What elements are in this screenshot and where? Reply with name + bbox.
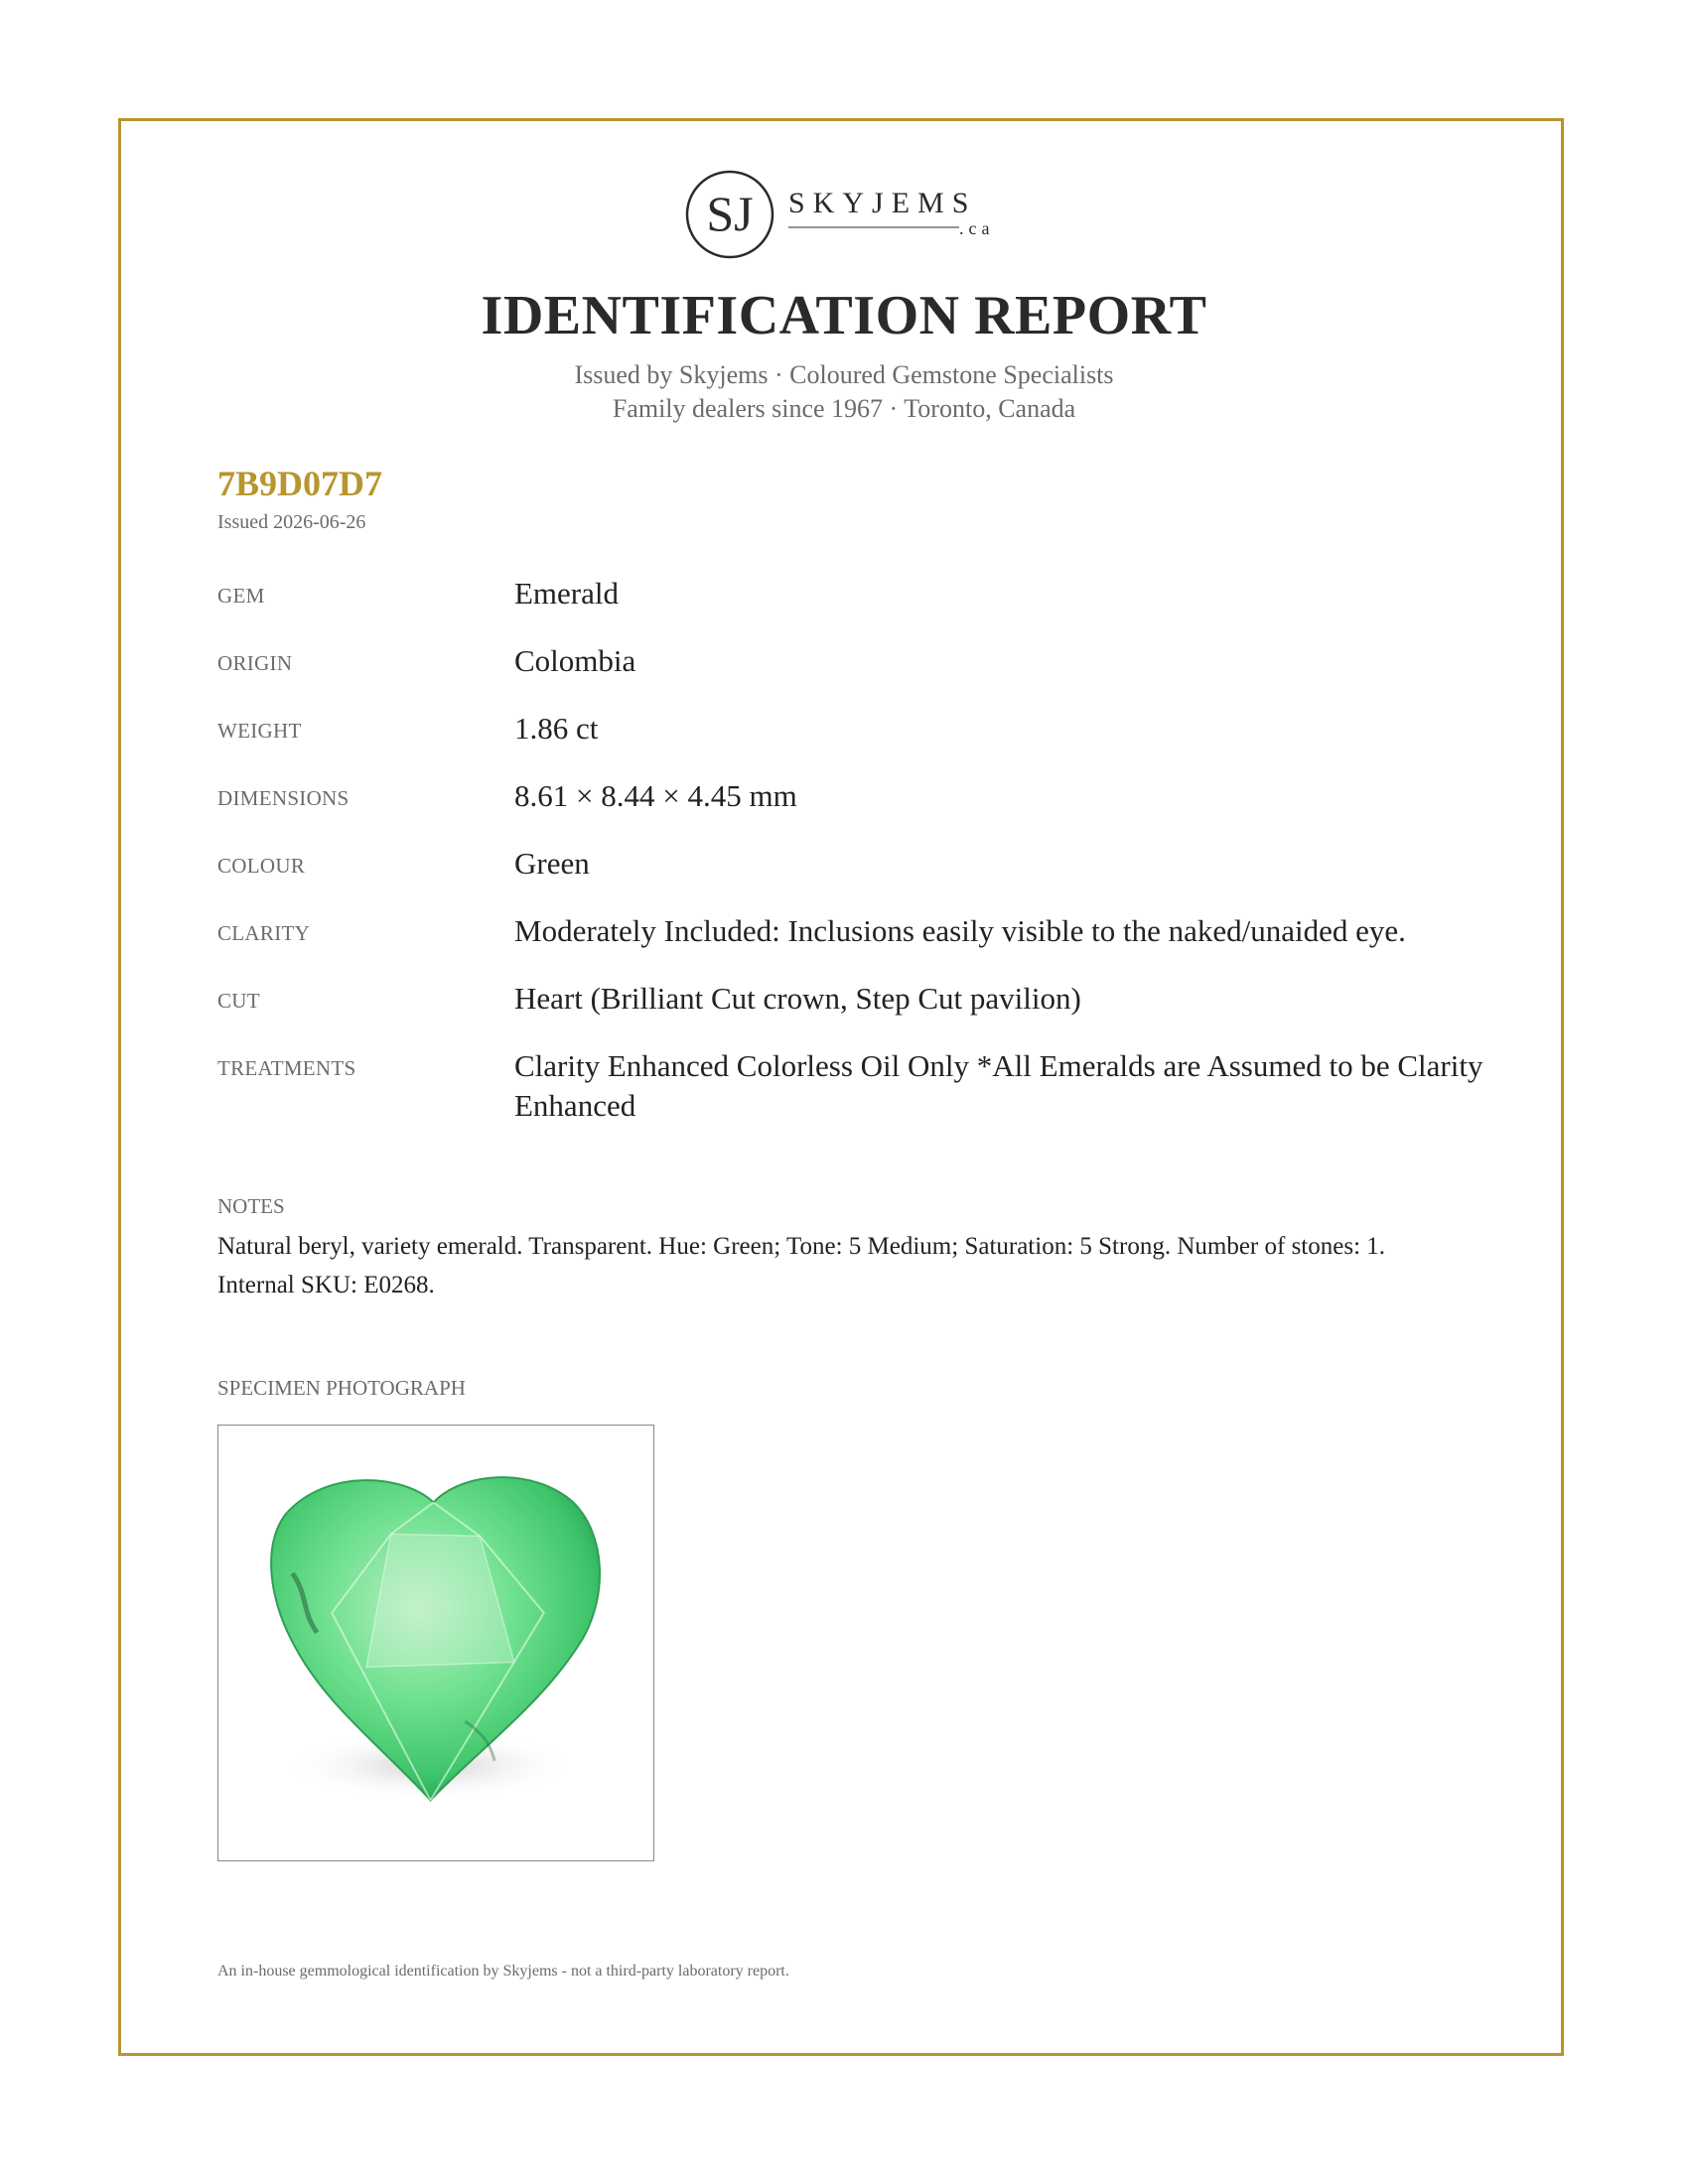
specimen-photo [217, 1425, 654, 1861]
report-id: 7B9D07D7 [217, 464, 383, 503]
skyjems-logo [685, 165, 1003, 264]
field-value-treatments: Clarity Enhanced Colorless Oil Only *All Emeralds are Assumed to be Clarity Enhanced [514, 1048, 1483, 1123]
field-label-clarity: CLARITY [217, 921, 311, 945]
field-label-treatments: TREATMENTS [217, 1056, 356, 1080]
field-value-origin: Colombia [514, 643, 636, 678]
field-label-cut: CUT [217, 989, 260, 1013]
footer-disclaimer: An in-house gemmological identification by Skyjems - not a third-party laboratory report. [217, 1963, 789, 1979]
notes-text: Natural beryl, variety emerald. Transparent. Hue: Green; Tone: 5 Medium; Saturation: 5 Strong. Number of stones: 1. Internal SKU: E0268. [217, 1233, 1386, 1298]
field-label-dimensions: DIMENSIONS [217, 786, 350, 810]
report-subtitle-location: Family dealers since 1967 · Toronto, Canada [612, 394, 1076, 423]
field-value-weight: 1.86 ct [514, 711, 599, 746]
field-label-weight: WEIGHT [217, 719, 302, 743]
field-value-cut: Heart (Brilliant Cut crown, Step Cut pavilion) [514, 981, 1081, 1016]
report-subtitle-issuer: Issued by Skyjems · Coloured Gemstone Specialists [574, 360, 1114, 389]
emerald-heart-gem-icon [218, 1426, 652, 1859]
photo-label: SPECIMEN PHOTOGRAPH [217, 1376, 466, 1400]
logo-monogram: SJ [706, 186, 754, 241]
logo-domain: .ca [959, 218, 995, 238]
logo-wordmark: SKYJEMS [788, 187, 977, 219]
field-label-colour: COLOUR [217, 854, 306, 878]
field-value-clarity: Moderately Included: Inclusions easily visible to the naked/unaided eye. [514, 913, 1406, 948]
field-label-gem: GEM [217, 584, 265, 608]
issued-date: Issued 2026-06-26 [217, 511, 366, 533]
field-value-gem: Emerald [514, 576, 620, 611]
field-label-origin: ORIGIN [217, 651, 293, 675]
field-value-colour: Green [514, 846, 590, 881]
notes-label: NOTES [217, 1194, 285, 1218]
field-value-dimensions: 8.61 × 8.44 × 4.45 mm [514, 778, 797, 813]
report-title: IDENTIFICATION REPORT [481, 285, 1207, 346]
